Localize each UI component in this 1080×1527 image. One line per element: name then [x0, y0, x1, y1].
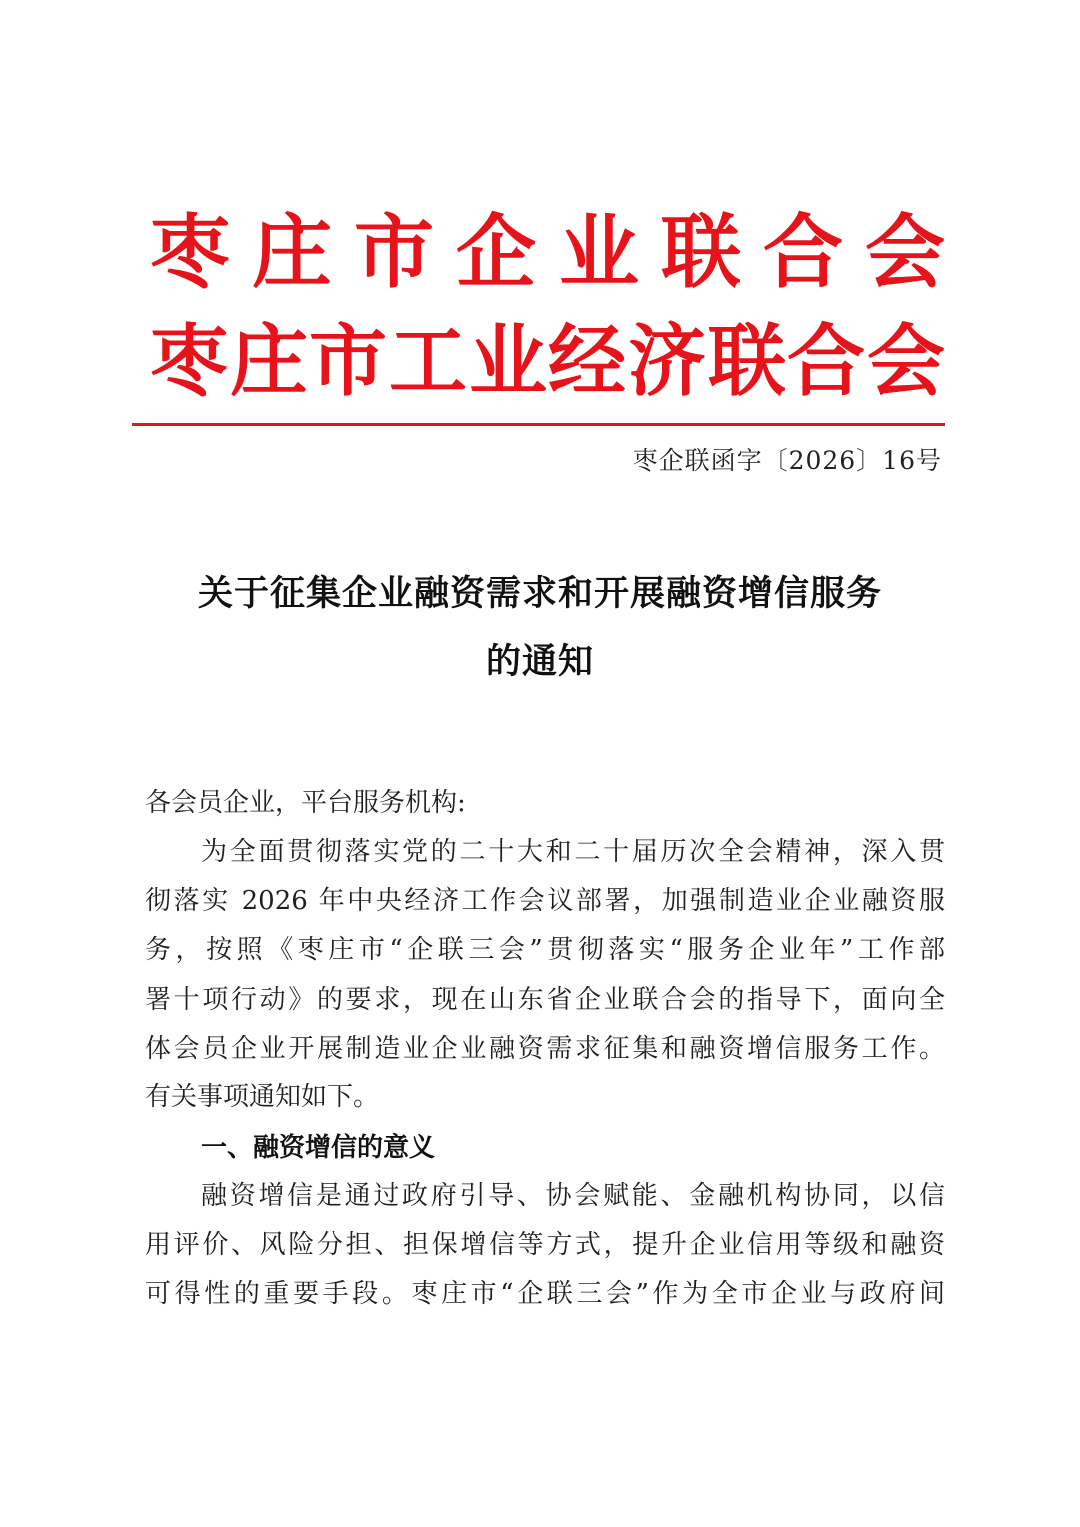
section-1-line: 用评价、风险分担、担保增信等方式，提升企业信用等级和融资 [145, 1230, 945, 1260]
issuer-glyph: 联 [708, 316, 787, 407]
salutation: 各会员企业，平台服务机构: [145, 788, 466, 818]
paragraph-1-line: 署十项行动》的要求，现在山东省企业联合会的指导下，面向全 [145, 985, 945, 1015]
issuer-glyph: 业 [469, 316, 548, 407]
issuer-name-2 [150, 316, 945, 408]
issuer-glyph: 市 [309, 316, 388, 407]
issuer-glyph: 济 [628, 316, 707, 407]
paragraph-1-line: 务，按照《枣庄市“企联三会”贯彻落实“服务企业年”工作部 [145, 935, 945, 965]
issuer-glyph: 会 [867, 316, 946, 407]
section-1-line: 可得性的重要手段。枣庄市“企联三会”作为全市企业与政府间 [145, 1279, 945, 1309]
issuer-glyph: 合 [787, 316, 866, 407]
paragraph-1-line: 体会员企业开展制造业企业融资需求征集和融资增信服务工作。 [145, 1034, 945, 1064]
issuer-glyph: 业 [559, 205, 639, 299]
issuer-glyph: 经 [548, 316, 627, 407]
issuer-name-1 [150, 206, 945, 298]
issuer-glyph: 枣 [150, 205, 230, 299]
paragraph-1-line: 有关事项通知如下。 [145, 1082, 380, 1112]
issuer-glyph: 枣 [150, 316, 229, 407]
issuer-glyph: 联 [661, 205, 741, 299]
issuer-glyph: 工 [389, 316, 468, 407]
document-number: 枣企联函字〔2026〕16号 [632, 446, 942, 475]
document-title-line-1: 关于征集企业融资需求和开展融资增信服务 [197, 573, 882, 614]
issuer-glyph: 庄 [230, 316, 309, 407]
letterhead-divider [132, 423, 945, 426]
section-1-heading: 一、融资增信的意义 [201, 1133, 436, 1163]
issuer-glyph: 庄 [252, 205, 332, 299]
paragraph-1-line: 为全面贯彻落实党的二十大和二十届历次全会精神，深入贯 [201, 837, 945, 867]
issuer-glyph: 会 [865, 205, 945, 299]
issuer-glyph: 市 [354, 205, 434, 299]
paragraph-1-line: 彻落实 2026 年中央经济工作会议部署，加强制造业企业融资服 [145, 886, 945, 916]
issuer-glyph: 企 [456, 205, 536, 299]
issuer-glyph: 合 [763, 205, 843, 299]
section-1-line: 融资增信是通过政府引导、协会赋能、金融机构协同，以信 [201, 1181, 945, 1211]
document-title-line-2: 的通知 [485, 641, 594, 682]
